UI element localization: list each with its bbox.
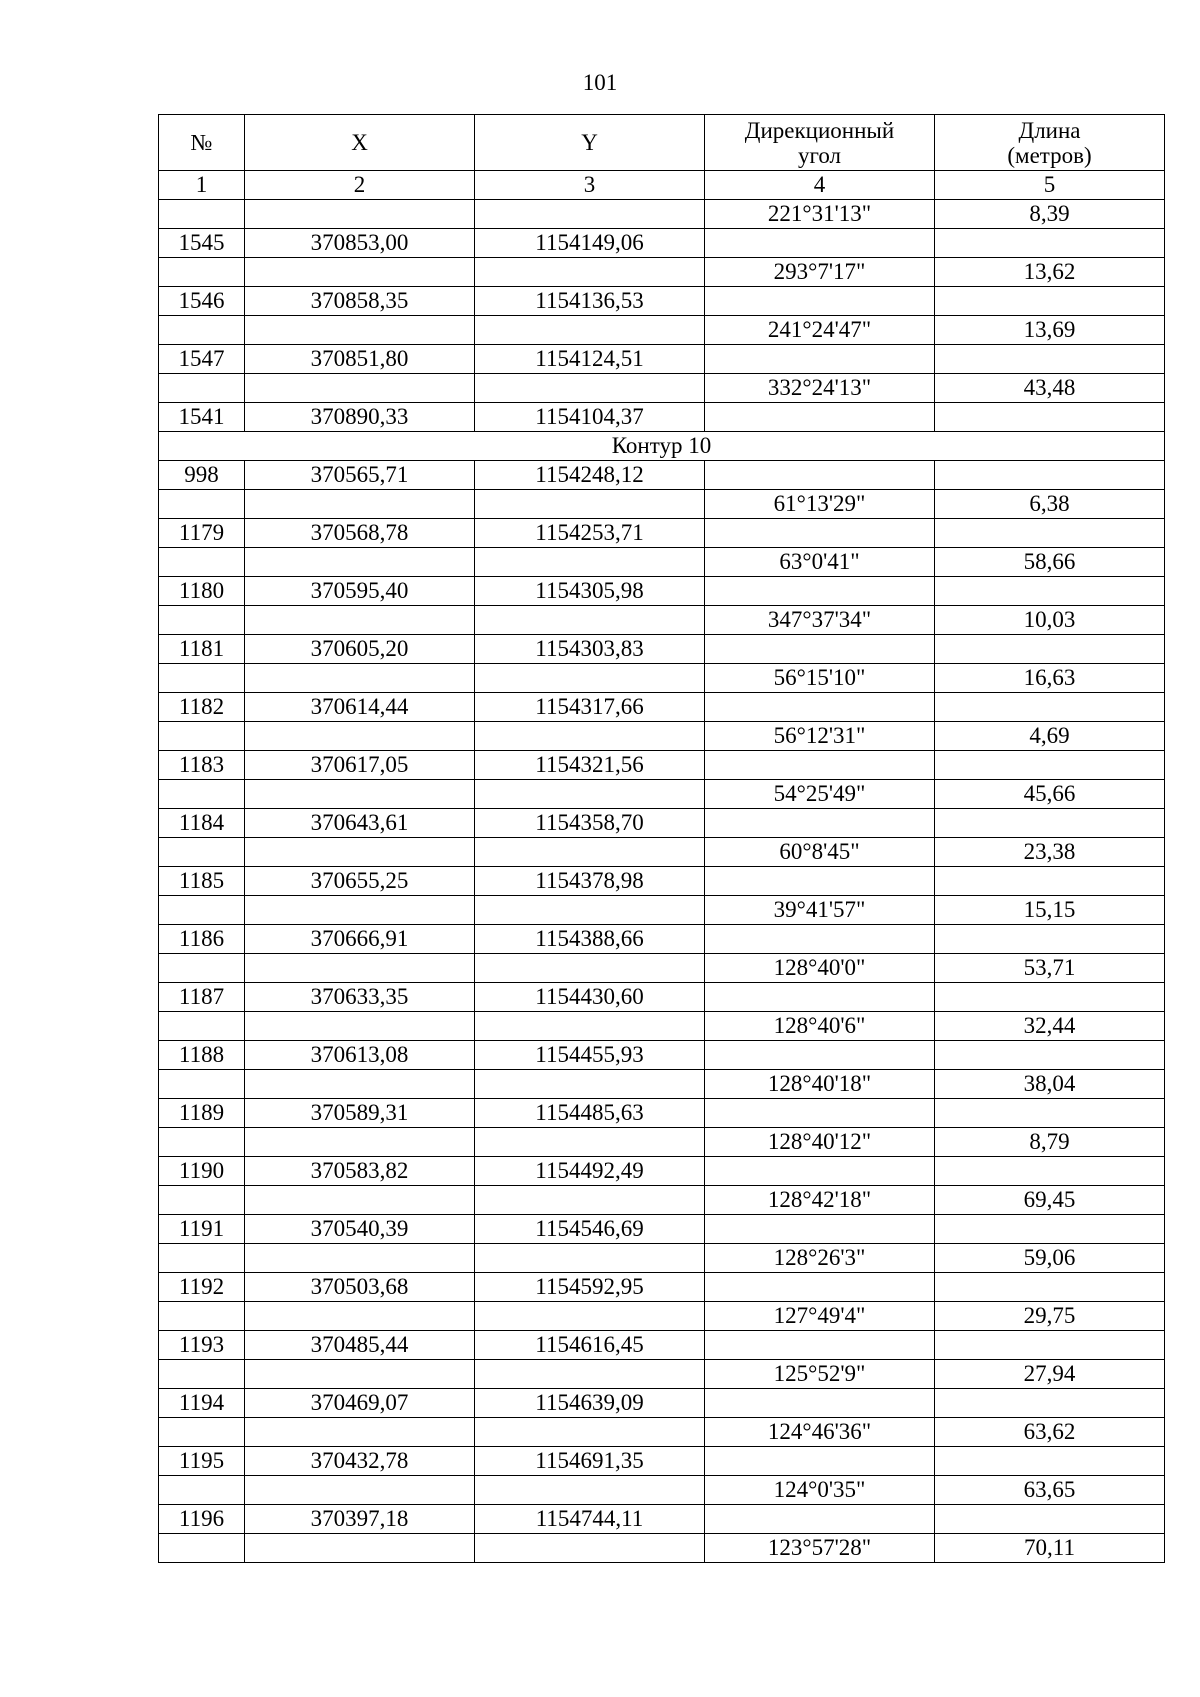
point-row bbox=[159, 1505, 1165, 1534]
empty-cell bbox=[475, 954, 705, 983]
empty-cell bbox=[705, 1157, 935, 1186]
empty-cell bbox=[159, 1244, 245, 1273]
empty-cell bbox=[705, 1215, 935, 1244]
segment-angle: 63°0'41" bbox=[705, 548, 935, 577]
point-number: 1185 bbox=[159, 867, 245, 896]
column-number: 3 bbox=[475, 171, 705, 200]
point-number: 1181 bbox=[159, 635, 245, 664]
point-y: 1154305,98 bbox=[475, 577, 705, 606]
empty-cell bbox=[935, 287, 1165, 316]
point-row bbox=[159, 1041, 1165, 1070]
empty-cell bbox=[245, 1534, 475, 1563]
empty-cell bbox=[935, 403, 1165, 432]
empty-cell bbox=[705, 461, 935, 490]
empty-cell bbox=[705, 1505, 935, 1534]
coordinates-table bbox=[158, 114, 1165, 1563]
point-y: 1154104,37 bbox=[475, 403, 705, 432]
empty-cell bbox=[475, 1302, 705, 1331]
point-y: 1154358,70 bbox=[475, 809, 705, 838]
segment-length: 6,38 bbox=[935, 490, 1165, 519]
empty-cell bbox=[245, 316, 475, 345]
empty-cell bbox=[159, 374, 245, 403]
empty-cell bbox=[475, 374, 705, 403]
empty-cell bbox=[245, 1360, 475, 1389]
empty-cell bbox=[935, 1389, 1165, 1418]
segment-row bbox=[159, 1302, 1165, 1331]
empty-cell bbox=[935, 983, 1165, 1012]
empty-cell bbox=[159, 1186, 245, 1215]
header-y: Y bbox=[475, 115, 705, 171]
empty-cell bbox=[245, 780, 475, 809]
point-number: 1194 bbox=[159, 1389, 245, 1418]
empty-cell bbox=[475, 1360, 705, 1389]
empty-cell bbox=[475, 780, 705, 809]
segment-row bbox=[159, 780, 1165, 809]
point-row bbox=[159, 809, 1165, 838]
empty-cell bbox=[475, 664, 705, 693]
point-number: 1186 bbox=[159, 925, 245, 954]
empty-cell bbox=[935, 1273, 1165, 1302]
empty-cell bbox=[159, 1128, 245, 1157]
empty-cell bbox=[159, 1302, 245, 1331]
segment-length: 43,48 bbox=[935, 374, 1165, 403]
empty-cell bbox=[475, 1418, 705, 1447]
empty-cell bbox=[475, 606, 705, 635]
point-number: 1547 bbox=[159, 345, 245, 374]
empty-cell bbox=[935, 1215, 1165, 1244]
point-y: 1154303,83 bbox=[475, 635, 705, 664]
segment-length: 32,44 bbox=[935, 1012, 1165, 1041]
point-y: 1154546,69 bbox=[475, 1215, 705, 1244]
point-number: 1546 bbox=[159, 287, 245, 316]
empty-cell bbox=[935, 461, 1165, 490]
empty-cell bbox=[705, 287, 935, 316]
empty-cell bbox=[475, 1476, 705, 1505]
empty-cell bbox=[159, 316, 245, 345]
segment-angle: 39°41'57" bbox=[705, 896, 935, 925]
point-y: 1154388,66 bbox=[475, 925, 705, 954]
empty-cell bbox=[245, 1070, 475, 1099]
empty-cell bbox=[159, 896, 245, 925]
point-y: 1154149,06 bbox=[475, 229, 705, 258]
point-number: 1191 bbox=[159, 1215, 245, 1244]
header-direction-angle-line2: угол bbox=[797, 142, 842, 168]
point-y: 1154592,95 bbox=[475, 1273, 705, 1302]
segment-row bbox=[159, 374, 1165, 403]
segment-length: 8,39 bbox=[935, 200, 1165, 229]
empty-cell bbox=[245, 664, 475, 693]
point-number: 998 bbox=[159, 461, 245, 490]
empty-cell bbox=[159, 838, 245, 867]
point-x: 370614,44 bbox=[245, 693, 475, 722]
empty-cell bbox=[705, 577, 935, 606]
empty-cell bbox=[245, 1476, 475, 1505]
segment-row bbox=[159, 838, 1165, 867]
header-row bbox=[159, 115, 1165, 171]
segment-row bbox=[159, 1186, 1165, 1215]
empty-cell bbox=[705, 1331, 935, 1360]
point-number: 1180 bbox=[159, 577, 245, 606]
segment-row bbox=[159, 1012, 1165, 1041]
point-number: 1183 bbox=[159, 751, 245, 780]
empty-cell bbox=[935, 1157, 1165, 1186]
empty-cell bbox=[245, 1244, 475, 1273]
segment-row bbox=[159, 896, 1165, 925]
segment-angle: 56°15'10" bbox=[705, 664, 935, 693]
empty-cell bbox=[159, 1070, 245, 1099]
segment-row bbox=[159, 1128, 1165, 1157]
segment-row bbox=[159, 1418, 1165, 1447]
segment-row bbox=[159, 722, 1165, 751]
empty-cell bbox=[935, 751, 1165, 780]
point-number: 1189 bbox=[159, 1099, 245, 1128]
empty-cell bbox=[705, 867, 935, 896]
point-number: 1179 bbox=[159, 519, 245, 548]
empty-cell bbox=[705, 229, 935, 258]
empty-cell bbox=[159, 1534, 245, 1563]
point-x: 370397,18 bbox=[245, 1505, 475, 1534]
point-x: 370858,35 bbox=[245, 287, 475, 316]
segment-length: 59,06 bbox=[935, 1244, 1165, 1273]
segment-length: 63,62 bbox=[935, 1418, 1165, 1447]
point-row bbox=[159, 577, 1165, 606]
point-x: 370617,05 bbox=[245, 751, 475, 780]
point-y: 1154317,66 bbox=[475, 693, 705, 722]
empty-cell bbox=[475, 722, 705, 751]
empty-cell bbox=[935, 925, 1165, 954]
point-row bbox=[159, 693, 1165, 722]
segment-angle: 128°42'18" bbox=[705, 1186, 935, 1215]
empty-cell bbox=[705, 1447, 935, 1476]
point-x: 370595,40 bbox=[245, 577, 475, 606]
empty-cell bbox=[159, 1418, 245, 1447]
point-row bbox=[159, 229, 1165, 258]
point-row bbox=[159, 1215, 1165, 1244]
point-y: 1154744,11 bbox=[475, 1505, 705, 1534]
empty-cell bbox=[475, 1244, 705, 1273]
point-y: 1154321,56 bbox=[475, 751, 705, 780]
empty-cell bbox=[245, 258, 475, 287]
empty-cell bbox=[159, 780, 245, 809]
empty-cell bbox=[705, 983, 935, 1012]
empty-cell bbox=[245, 1012, 475, 1041]
page-number: 101 bbox=[582, 70, 618, 95]
point-number: 1193 bbox=[159, 1331, 245, 1360]
empty-cell bbox=[705, 403, 935, 432]
empty-cell bbox=[245, 548, 475, 577]
segment-row bbox=[159, 1534, 1165, 1563]
segment-row bbox=[159, 200, 1165, 229]
segment-angle: 221°31'13" bbox=[705, 200, 935, 229]
column-number: 5 bbox=[935, 171, 1165, 200]
empty-cell bbox=[935, 519, 1165, 548]
column-number-row bbox=[159, 171, 1165, 200]
empty-cell bbox=[705, 693, 935, 722]
empty-cell bbox=[705, 751, 935, 780]
point-number: 1184 bbox=[159, 809, 245, 838]
segment-length: 53,71 bbox=[935, 954, 1165, 983]
point-x: 370613,08 bbox=[245, 1041, 475, 1070]
empty-cell bbox=[935, 809, 1165, 838]
empty-cell bbox=[705, 635, 935, 664]
empty-cell bbox=[245, 200, 475, 229]
point-row bbox=[159, 1389, 1165, 1418]
segment-angle: 123°57'28" bbox=[705, 1534, 935, 1563]
point-y: 1154492,49 bbox=[475, 1157, 705, 1186]
point-number: 1188 bbox=[159, 1041, 245, 1070]
table-body bbox=[159, 200, 1165, 1563]
empty-cell bbox=[705, 519, 935, 548]
empty-cell bbox=[935, 867, 1165, 896]
empty-cell bbox=[935, 1331, 1165, 1360]
point-row bbox=[159, 461, 1165, 490]
segment-length: 23,38 bbox=[935, 838, 1165, 867]
point-x: 370655,25 bbox=[245, 867, 475, 896]
empty-cell bbox=[475, 1070, 705, 1099]
point-y: 1154136,53 bbox=[475, 287, 705, 316]
point-x: 370432,78 bbox=[245, 1447, 475, 1476]
point-row bbox=[159, 983, 1165, 1012]
empty-cell bbox=[475, 896, 705, 925]
point-x: 370583,82 bbox=[245, 1157, 475, 1186]
column-number: 1 bbox=[159, 171, 245, 200]
point-row bbox=[159, 1099, 1165, 1128]
empty-cell bbox=[159, 1476, 245, 1505]
header-direction-angle bbox=[705, 115, 935, 171]
empty-cell bbox=[705, 1099, 935, 1128]
point-y: 1154430,60 bbox=[475, 983, 705, 1012]
point-x: 370666,91 bbox=[245, 925, 475, 954]
point-x: 370853,00 bbox=[245, 229, 475, 258]
header-x: X bbox=[245, 115, 475, 171]
empty-cell bbox=[705, 1389, 935, 1418]
point-row bbox=[159, 1331, 1165, 1360]
empty-cell bbox=[245, 1418, 475, 1447]
segment-length: 10,03 bbox=[935, 606, 1165, 635]
empty-cell bbox=[245, 374, 475, 403]
segment-row bbox=[159, 316, 1165, 345]
segment-angle: 128°40'18" bbox=[705, 1070, 935, 1099]
empty-cell bbox=[935, 577, 1165, 606]
segment-row bbox=[159, 1070, 1165, 1099]
empty-cell bbox=[935, 1447, 1165, 1476]
empty-cell bbox=[705, 809, 935, 838]
point-row bbox=[159, 287, 1165, 316]
segment-length: 38,04 bbox=[935, 1070, 1165, 1099]
point-row bbox=[159, 403, 1165, 432]
segment-angle: 124°0'35" bbox=[705, 1476, 935, 1505]
segment-row bbox=[159, 258, 1165, 287]
segment-angle: 128°40'0" bbox=[705, 954, 935, 983]
empty-cell bbox=[159, 200, 245, 229]
empty-cell bbox=[159, 722, 245, 751]
empty-cell bbox=[159, 954, 245, 983]
segment-row bbox=[159, 548, 1165, 577]
segment-row bbox=[159, 1244, 1165, 1273]
point-row bbox=[159, 519, 1165, 548]
segment-row bbox=[159, 954, 1165, 983]
empty-cell bbox=[245, 1186, 475, 1215]
segment-angle: 124°46'36" bbox=[705, 1418, 935, 1447]
empty-cell bbox=[245, 490, 475, 519]
segment-length: 27,94 bbox=[935, 1360, 1165, 1389]
segment-row bbox=[159, 1476, 1165, 1505]
point-number: 1545 bbox=[159, 229, 245, 258]
segment-length: 58,66 bbox=[935, 548, 1165, 577]
empty-cell bbox=[705, 1273, 935, 1302]
empty-cell bbox=[245, 896, 475, 925]
point-y: 1154248,12 bbox=[475, 461, 705, 490]
empty-cell bbox=[475, 548, 705, 577]
point-number: 1190 bbox=[159, 1157, 245, 1186]
point-number: 1182 bbox=[159, 693, 245, 722]
segment-length: 13,69 bbox=[935, 316, 1165, 345]
empty-cell bbox=[245, 606, 475, 635]
segment-length: 45,66 bbox=[935, 780, 1165, 809]
empty-cell bbox=[705, 345, 935, 374]
point-row bbox=[159, 925, 1165, 954]
point-x: 370503,68 bbox=[245, 1273, 475, 1302]
segment-angle: 61°13'29" bbox=[705, 490, 935, 519]
empty-cell bbox=[159, 548, 245, 577]
point-row bbox=[159, 1157, 1165, 1186]
point-number: 1541 bbox=[159, 403, 245, 432]
empty-cell bbox=[159, 664, 245, 693]
empty-cell bbox=[159, 1012, 245, 1041]
segment-angle: 128°26'3" bbox=[705, 1244, 935, 1273]
segment-angle: 56°12'31" bbox=[705, 722, 935, 751]
column-number: 4 bbox=[705, 171, 935, 200]
segment-angle: 293°7'17" bbox=[705, 258, 935, 287]
empty-cell bbox=[475, 1128, 705, 1157]
empty-cell bbox=[475, 838, 705, 867]
segment-row bbox=[159, 490, 1165, 519]
point-y: 1154485,63 bbox=[475, 1099, 705, 1128]
point-x: 370890,33 bbox=[245, 403, 475, 432]
empty-cell bbox=[475, 1534, 705, 1563]
empty-cell bbox=[159, 606, 245, 635]
point-y: 1154616,45 bbox=[475, 1331, 705, 1360]
point-x: 370565,71 bbox=[245, 461, 475, 490]
point-y: 1154691,35 bbox=[475, 1447, 705, 1476]
column-number: 2 bbox=[245, 171, 475, 200]
point-x: 370540,39 bbox=[245, 1215, 475, 1244]
empty-cell bbox=[245, 838, 475, 867]
empty-cell bbox=[159, 490, 245, 519]
point-x: 370643,61 bbox=[245, 809, 475, 838]
point-row bbox=[159, 751, 1165, 780]
point-y: 1154455,93 bbox=[475, 1041, 705, 1070]
empty-cell bbox=[935, 345, 1165, 374]
segment-angle: 128°40'6" bbox=[705, 1012, 935, 1041]
point-x: 370605,20 bbox=[245, 635, 475, 664]
segment-length: 63,65 bbox=[935, 1476, 1165, 1505]
empty-cell bbox=[475, 1186, 705, 1215]
point-x: 370851,80 bbox=[245, 345, 475, 374]
segment-length: 29,75 bbox=[935, 1302, 1165, 1331]
empty-cell bbox=[475, 490, 705, 519]
empty-cell bbox=[705, 925, 935, 954]
segment-angle: 347°37'34" bbox=[705, 606, 935, 635]
empty-cell bbox=[935, 635, 1165, 664]
empty-cell bbox=[245, 954, 475, 983]
point-x: 370633,35 bbox=[245, 983, 475, 1012]
header-length-line2: (метров) bbox=[1007, 142, 1092, 168]
point-y: 1154124,51 bbox=[475, 345, 705, 374]
segment-row bbox=[159, 1360, 1165, 1389]
point-row bbox=[159, 635, 1165, 664]
segment-angle: 54°25'49" bbox=[705, 780, 935, 809]
segment-length: 16,63 bbox=[935, 664, 1165, 693]
header-length-line1: Длина bbox=[1018, 117, 1081, 143]
empty-cell bbox=[159, 258, 245, 287]
empty-cell bbox=[935, 693, 1165, 722]
point-row bbox=[159, 867, 1165, 896]
point-x: 370568,78 bbox=[245, 519, 475, 548]
point-number: 1192 bbox=[159, 1273, 245, 1302]
segment-angle: 241°24'47" bbox=[705, 316, 935, 345]
empty-cell bbox=[245, 722, 475, 751]
empty-cell bbox=[705, 1041, 935, 1070]
point-row bbox=[159, 345, 1165, 374]
segment-row bbox=[159, 606, 1165, 635]
empty-cell bbox=[159, 1360, 245, 1389]
segment-length: 4,69 bbox=[935, 722, 1165, 751]
segment-length: 13,62 bbox=[935, 258, 1165, 287]
point-x: 370469,07 bbox=[245, 1389, 475, 1418]
empty-cell bbox=[475, 1012, 705, 1041]
segment-length: 15,15 bbox=[935, 896, 1165, 925]
segment-length: 70,11 bbox=[935, 1534, 1165, 1563]
empty-cell bbox=[935, 1099, 1165, 1128]
point-x: 370589,31 bbox=[245, 1099, 475, 1128]
empty-cell bbox=[475, 258, 705, 287]
header-length bbox=[935, 115, 1165, 171]
point-x: 370485,44 bbox=[245, 1331, 475, 1360]
segment-row bbox=[159, 664, 1165, 693]
header-direction-angle-line1: Дирекционный bbox=[744, 117, 895, 143]
point-number: 1196 bbox=[159, 1505, 245, 1534]
contour-row bbox=[159, 432, 1165, 461]
header-number: № bbox=[159, 115, 245, 171]
segment-length: 8,79 bbox=[935, 1128, 1165, 1157]
empty-cell bbox=[245, 1302, 475, 1331]
point-y: 1154378,98 bbox=[475, 867, 705, 896]
empty-cell bbox=[475, 316, 705, 345]
point-row bbox=[159, 1273, 1165, 1302]
segment-angle: 60°8'45" bbox=[705, 838, 935, 867]
segment-angle: 127°49'4" bbox=[705, 1302, 935, 1331]
empty-cell bbox=[475, 200, 705, 229]
contour-label: Контур 10 bbox=[159, 432, 1165, 461]
segment-angle: 125°52'9" bbox=[705, 1360, 935, 1389]
point-y: 1154253,71 bbox=[475, 519, 705, 548]
empty-cell bbox=[935, 229, 1165, 258]
segment-angle: 332°24'13" bbox=[705, 374, 935, 403]
empty-cell bbox=[935, 1041, 1165, 1070]
point-row bbox=[159, 1447, 1165, 1476]
point-number: 1187 bbox=[159, 983, 245, 1012]
segment-length: 69,45 bbox=[935, 1186, 1165, 1215]
empty-cell bbox=[935, 1505, 1165, 1534]
segment-angle: 128°40'12" bbox=[705, 1128, 935, 1157]
point-y: 1154639,09 bbox=[475, 1389, 705, 1418]
point-number: 1195 bbox=[159, 1447, 245, 1476]
empty-cell bbox=[245, 1128, 475, 1157]
